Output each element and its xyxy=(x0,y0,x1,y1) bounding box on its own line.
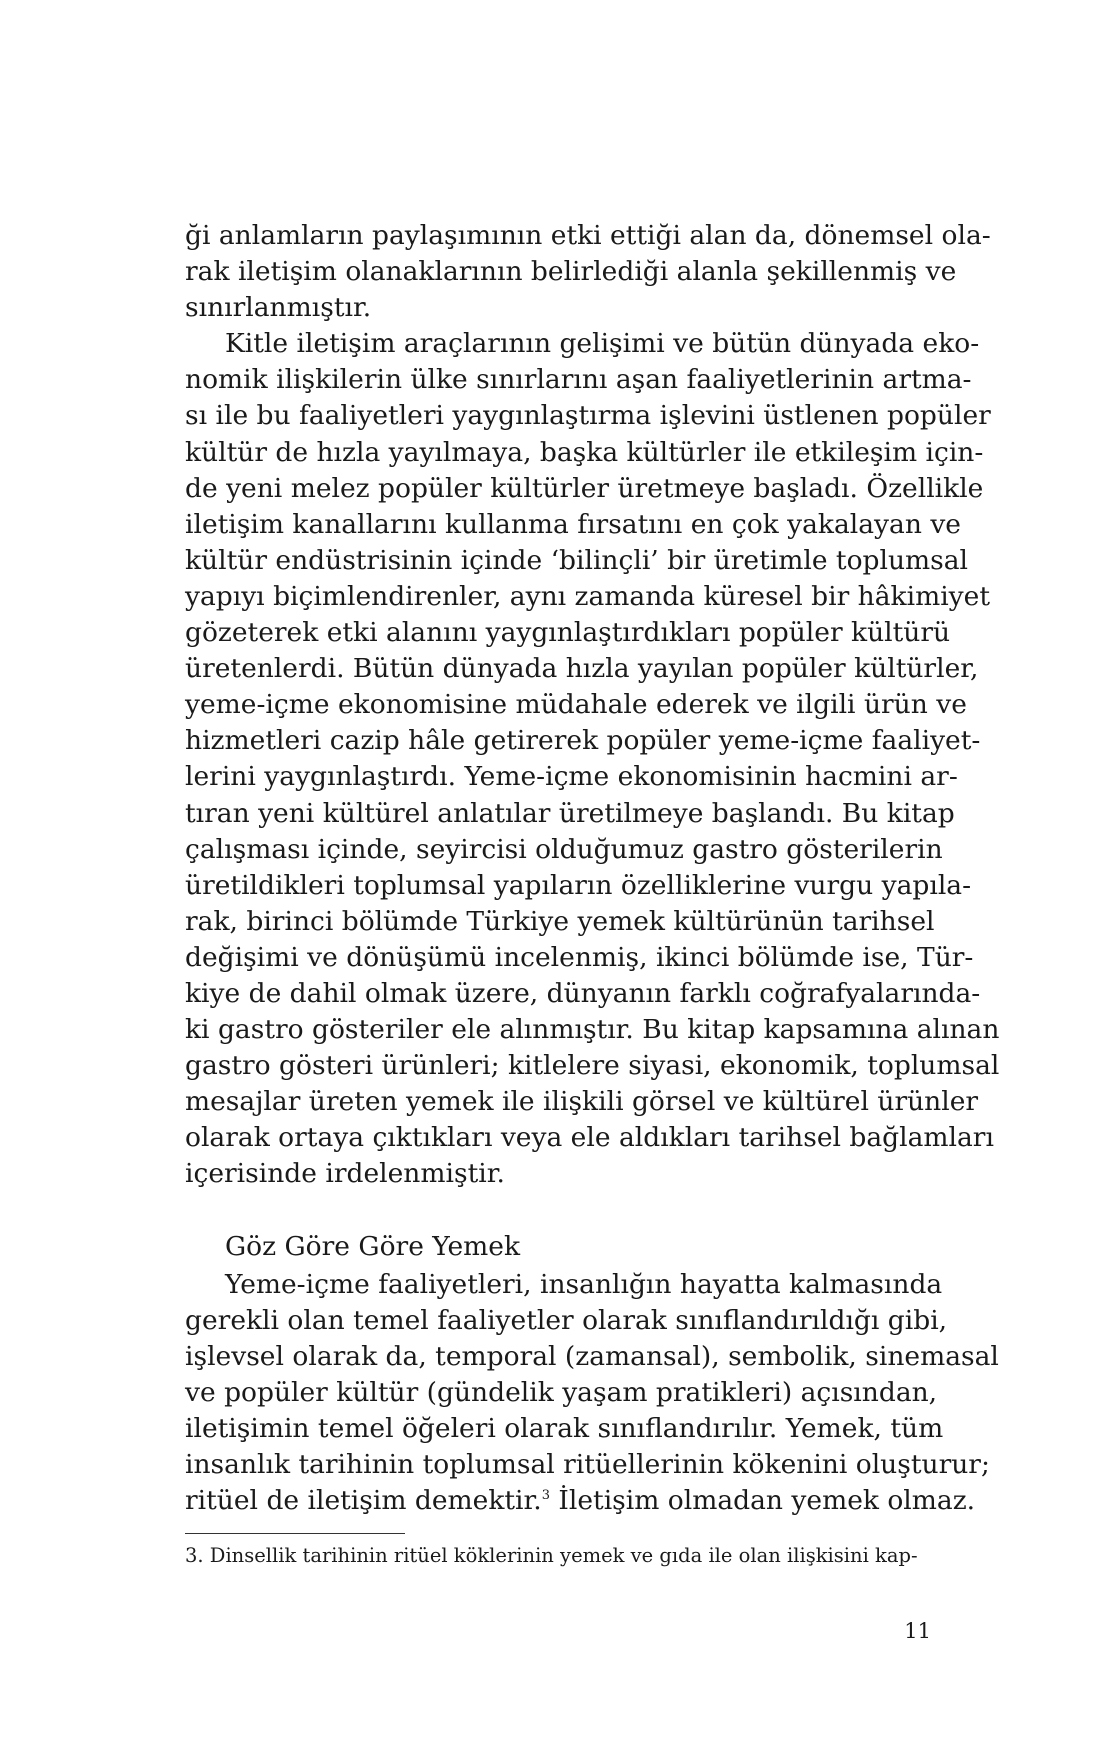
footnote-reference[interactable]: 3 xyxy=(541,1488,550,1504)
text-line: rak iletişim olanaklarının belirlediği alanla şekillenmiş ve xyxy=(185,256,957,288)
text-line: üretenlerdi. Bütün dünyada hızla yayılan popüler kültürler, xyxy=(185,653,979,685)
text-line: sı ile bu faaliyetleri yaygınlaştırma işlevini üstlenen popüler xyxy=(185,400,991,432)
text-line: lerini yaygınlaştırdı. Yeme-içme ekonomisinin hacmini ar- xyxy=(185,761,958,793)
text-line: yapıyı biçimlendirenler, aynı zamanda küresel bir hâkimiyet xyxy=(185,580,990,612)
text-line: gerekli olan temel faaliyetler olarak sınıflandırıldığı gibi, xyxy=(185,1304,948,1336)
text-line: sınırlanmıştır. xyxy=(185,292,372,324)
section-gap xyxy=(185,1193,931,1227)
text-fragment: ritüel de iletişim demektir. xyxy=(185,1485,542,1517)
paragraph-1 xyxy=(185,218,991,326)
paragraph-3 xyxy=(185,1267,999,1520)
text-fragment: İletişim olmadan yemek olmaz. xyxy=(550,1485,976,1517)
page-body xyxy=(185,218,1000,1519)
text-line: olarak ortaya çıktıkları veya ele aldıkları tarihsel bağlamları xyxy=(185,1122,994,1154)
paragraph-2 xyxy=(185,326,1000,1192)
text-line xyxy=(185,1483,976,1519)
text-line: kültür de hızla yayılmaya, başka kültürler ile etkileşim için- xyxy=(185,436,984,468)
text-line: ve popüler kültür (gündelik yaşam pratikleri) açısından, xyxy=(185,1376,938,1408)
text-line: içerisinde irdelenmiştir. xyxy=(185,1158,505,1190)
text-line: değişimi ve dönüşümü incelenmiş, ikinci bölümde ise, Tür- xyxy=(185,941,974,973)
text-line: üretildikleri toplumsal yapıların özelliklerine vurgu yapıla- xyxy=(185,869,972,901)
text-line: rak, birinci bölümde Türkiye yemek kültürünün tarihsel xyxy=(185,905,935,937)
text-line: Kitle iletişim araçlarının gelişimi ve bütün dünyada eko- xyxy=(225,328,980,360)
text-line: hizmetleri cazip hâle getirerek popüler yeme-içme faaliyet- xyxy=(185,725,981,757)
text-line: iletişimin temel öğeleri olarak sınıflandırılır. Yemek, tüm xyxy=(185,1412,944,1444)
text-line: tıran yeni kültürel anlatılar üretilmeye başlandı. Bu kitap xyxy=(185,797,955,829)
text-line: gastro gösteri ürünleri; kitlelere siyasi, ekonomik, toplumsal xyxy=(185,1050,1000,1082)
text-line: insanlık tarihinin toplumsal ritüellerinin kökenini oluşturur; xyxy=(185,1449,990,1480)
text-line: yeme-içme ekonomisine müdahale ederek ve ilgili ürün ve xyxy=(185,689,967,721)
text-line: işlevsel olarak da, temporal (zamansal), sembolik, sinemasal xyxy=(185,1340,999,1372)
text-line: kiye de dahil olmak üzere, dünyanın farklı coğrafyalarında- xyxy=(185,977,981,1009)
text-line: kültür endüstrisinin içinde ‘bilinçli’ bir üretimle toplumsal xyxy=(185,544,969,576)
footnote-divider xyxy=(185,1533,405,1534)
text-line: gözeterek etki alanını yaygınlaştırdıkları popüler kültürü xyxy=(185,617,951,649)
text-line: çalışması içinde, seyircisi olduğumuz gastro gösterilerin xyxy=(185,833,943,865)
page-number: 11 xyxy=(904,1619,931,1643)
section-heading: Göz Göre Göre Yemek xyxy=(225,1230,521,1262)
text-line: ki gastro gösteriler ele alınmıştır. Bu kitap kapsamına alınan xyxy=(185,1014,1000,1046)
text-line: de yeni melez popüler kültürler üretmeye başladı. Özellikle xyxy=(185,472,984,504)
text-line: Yeme-içme faaliyetleri, insanlığın hayatta kalmasında xyxy=(225,1268,943,1300)
footnote: 3. Dinsellik tarihinin ritüel köklerinin yemek ve gıda ile olan ilişkisini kap- xyxy=(185,1544,918,1567)
text-line: ği anlamların paylaşımının etki ettiği alan da, dönemsel ola- xyxy=(185,220,991,251)
text-line: mesajlar üreten yemek ile ilişkili görsel ve kültürel ürünler xyxy=(185,1086,979,1118)
text-line: iletişim kanallarını kullanma fırsatını en çok yakalayan ve xyxy=(185,508,961,540)
text-line: nomik ilişkilerin ülke sınırlarını aşan faaliyetlerinin artma- xyxy=(185,364,972,396)
